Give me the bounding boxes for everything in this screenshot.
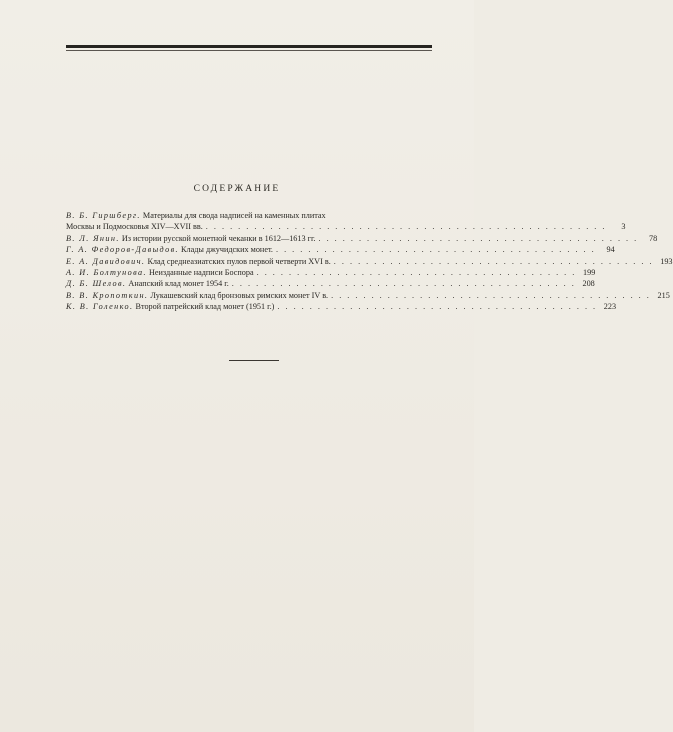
toc-entry bbox=[66, 290, 670, 301]
leader-dots: . . . . . . . . . . . . . . . . . . . . . . . . . . . . . . . . . . . . . . . . bbox=[333, 256, 654, 266]
toc-entry-text bbox=[66, 256, 331, 267]
toc-author: А. И. Болтунова. bbox=[66, 268, 147, 278]
top-double-rule bbox=[66, 45, 432, 48]
toc-author: Д. Б. Шелов. bbox=[66, 279, 127, 289]
toc-title: Анапский клад монет 1954 г. bbox=[128, 279, 229, 289]
toc-page-number: 193 bbox=[660, 256, 673, 266]
toc-author: В. В. Кропоткин. bbox=[66, 290, 149, 300]
toc-page-number: 215 bbox=[657, 290, 670, 300]
toc-entry-text bbox=[66, 267, 254, 278]
toc-title: Из истории русской монетной чеканки в 1612—1613 гг. bbox=[121, 233, 316, 243]
leader-dots: . . . . . . . . . . . . . . . . . . . . . . . . . . . . . . . . . . . . . . . . bbox=[318, 233, 639, 243]
toc-author: К. В. Голенко. bbox=[66, 302, 134, 312]
toc-entry bbox=[66, 301, 617, 312]
toc-entry bbox=[66, 267, 596, 278]
toc-author: В. Б. Гиршберг. bbox=[66, 211, 141, 220]
toc-entry-text bbox=[66, 290, 328, 301]
toc-page-number: 223 bbox=[603, 302, 617, 312]
toc-title: Неизданные надписи Боспора bbox=[148, 268, 254, 278]
toc-entry-text bbox=[66, 210, 326, 221]
toc-title: Материалы для свода надписей на каменных плитах bbox=[142, 211, 326, 220]
toc-title: Второй патрейский клад монет (1951 г.) bbox=[135, 302, 275, 312]
toc-title: Лукашевский клад бронзовых римских монет IV в. bbox=[150, 290, 329, 300]
toc-entry-text bbox=[66, 244, 273, 255]
contents-heading: СОДЕРЖАНИЕ bbox=[193, 184, 281, 194]
leader-dots: . . . . . . . . . . . . . . . . . . . . . . . . . . . . . . . . . . . . . . . . bbox=[277, 302, 598, 312]
leader-dots: . . . . . . . . . . . . . . . . . . . . . . . . . . . . . . . . . . . . . . . . bbox=[256, 268, 577, 278]
toc-entry bbox=[66, 244, 615, 255]
toc-entry bbox=[66, 256, 673, 267]
toc-page-number: 208 bbox=[582, 279, 595, 289]
toc-page-number: 78 bbox=[649, 233, 658, 243]
closing-rule bbox=[229, 360, 279, 361]
toc-entry bbox=[66, 210, 626, 233]
toc-entry-text bbox=[66, 233, 315, 244]
toc-entry bbox=[66, 233, 658, 244]
leader-dots: . . . . . . . . . . . . . . . . . . . . . . . . . . . . . . . . . . . . . . . . . . . bbox=[231, 279, 576, 289]
top-thin-rule bbox=[66, 50, 432, 51]
toc-title-continued: Москвы и Подмосковья XIV—XVII вв. bbox=[66, 222, 203, 232]
toc-title: Клад среднеазиатских пулов первой четверти XVI в. bbox=[147, 256, 331, 266]
toc-entry-line-1 bbox=[66, 210, 440, 221]
leader-dots: . . . . . . . . . . . . . . . . . . . . . . . . . . . . . . . . . . . . . . . . . . . . . . . . . . bbox=[205, 222, 607, 232]
toc-entry-text bbox=[66, 278, 229, 289]
table-of-contents bbox=[66, 210, 673, 313]
toc-page-number: 199 bbox=[583, 268, 596, 278]
toc-entry-text bbox=[66, 301, 274, 312]
toc-entry bbox=[66, 278, 595, 289]
leader-dots: . . . . . . . . . . . . . . . . . . . . . . . . . . . . . . . . . . . . . . . . bbox=[331, 290, 651, 300]
toc-entry-line-2 bbox=[66, 221, 626, 232]
toc-page-number: 3 bbox=[621, 222, 626, 232]
toc-page-number: 94 bbox=[606, 245, 615, 255]
leader-dots: . . . . . . . . . . . . . . . . . . . . . . . . . . . . . . . . . . . . . . . . bbox=[275, 245, 596, 255]
toc-author: В. Л. Янин. bbox=[66, 233, 120, 243]
toc-author: Г. А. Федоров-Давыдов. bbox=[66, 245, 179, 255]
toc-author: Е. А. Давидович. bbox=[66, 256, 146, 266]
toc-title: Клады джучидских монет. bbox=[181, 245, 273, 255]
